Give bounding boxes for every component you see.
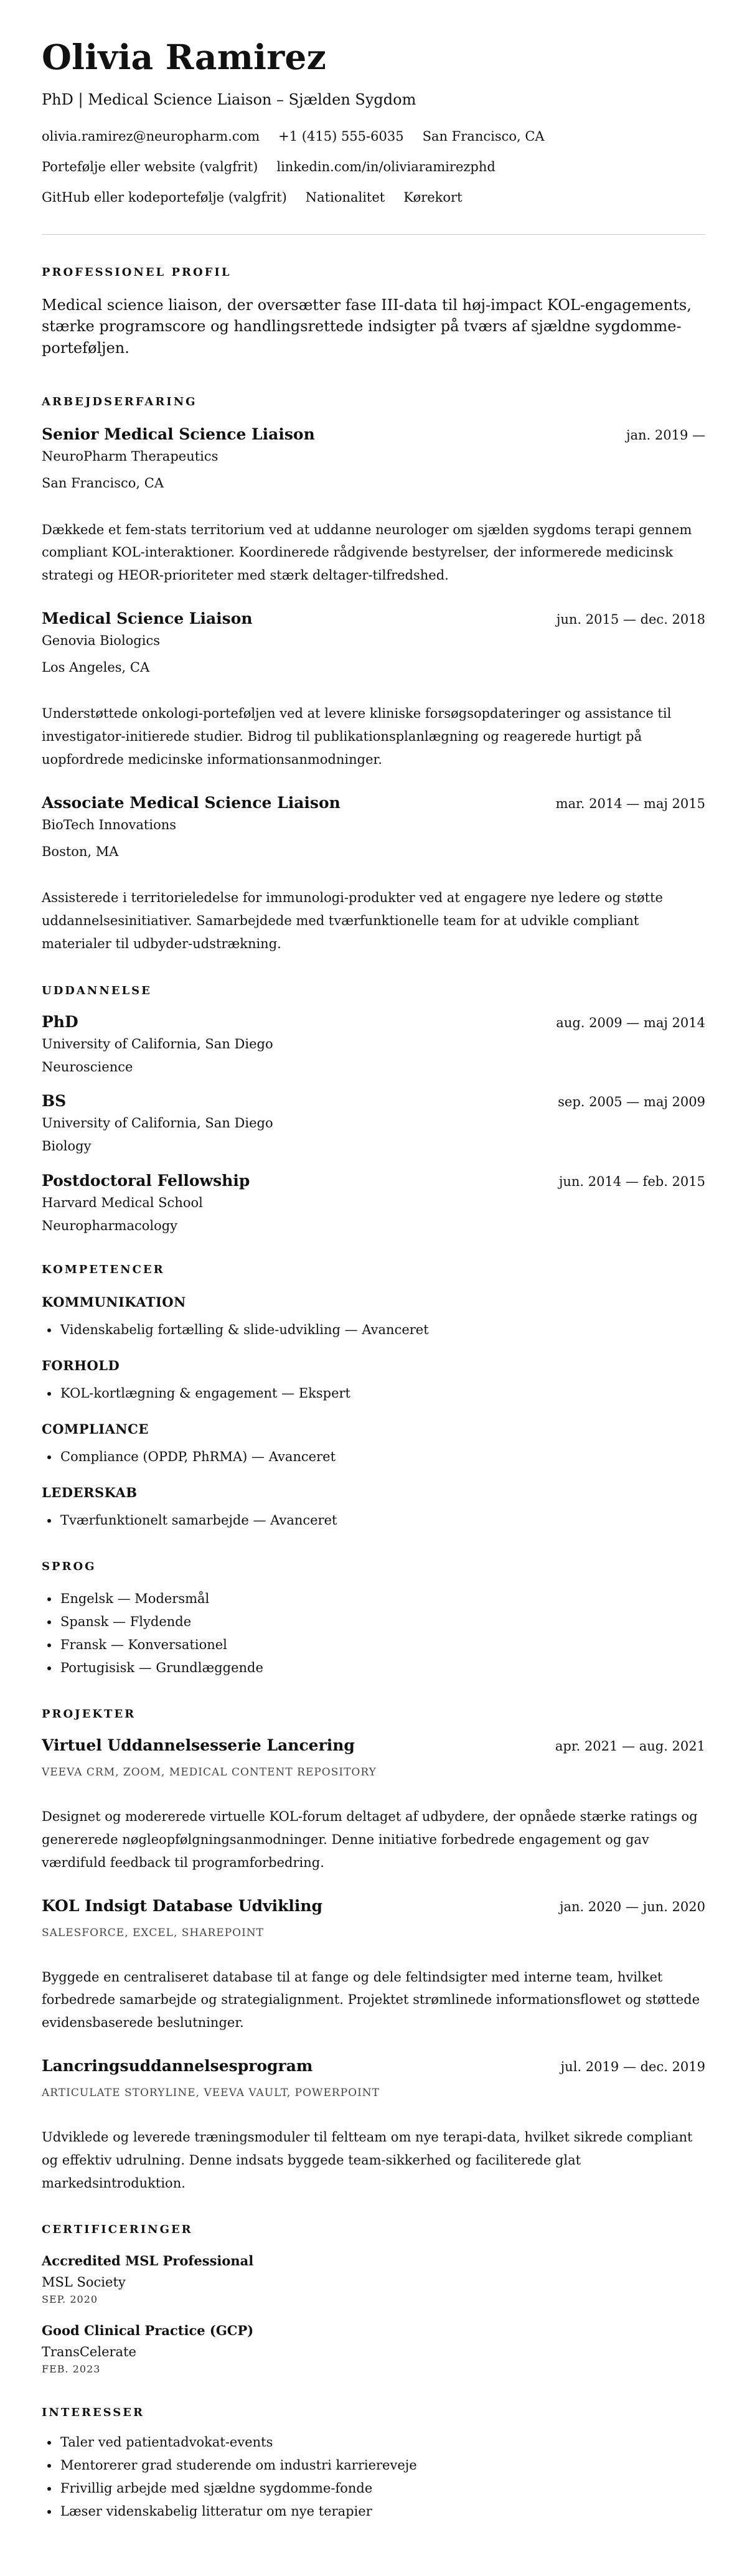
interest-list xyxy=(42,2431,705,2522)
language-item: • Engelsk — Modersmål xyxy=(59,1587,705,1610)
skills-section xyxy=(42,1264,705,1531)
certification-entry xyxy=(42,2253,705,2305)
profile-section xyxy=(42,267,705,359)
interest-item: • Taler ved patientadvokat-events xyxy=(59,2431,705,2454)
skill-list xyxy=(42,1319,705,1342)
education-school: Harvard Medical School xyxy=(42,1195,203,1210)
project-tech: SALESFORCE, EXCEL, SHAREPOINT xyxy=(42,1926,265,1939)
project-description: Byggede en centraliseret database til at fange og dele feltindsigter med interne team, hvilket forbedrede samarbejde og strategialignment. Projektet strømlinede informationsflowet og støttede evidensbaserede beslutninger. xyxy=(42,1969,700,2031)
contact-email[interactable]: olivia.ramirez@neuropharm.com xyxy=(42,128,260,144)
job-location: San Francisco, CA xyxy=(42,476,164,491)
contact-row-extra xyxy=(42,189,705,206)
education-section xyxy=(42,985,705,1235)
projects-section-title: PROJEKTER xyxy=(42,1708,136,1721)
project-date: apr. 2021 — aug. 2021 xyxy=(555,1739,705,1754)
skills-section-title: KOMPETENCER xyxy=(42,1263,165,1277)
project-date: jul. 2019 — dec. 2019 xyxy=(560,2059,705,2074)
skill-item: • Compliance (OPDP, PhRMA) — Avanceret xyxy=(59,1445,705,1469)
skill-category-title: LEDERSKAB xyxy=(42,1484,138,1500)
contact-github[interactable]: GitHub eller kodeportefølje (valgfrit) xyxy=(42,190,287,205)
job-location: Los Angeles, CA xyxy=(42,660,150,675)
project-title: Lancringsuddannelsesprogram xyxy=(42,2056,313,2075)
education-field: Neuroscience xyxy=(42,1059,133,1074)
job-company: NeuroPharm Therapeutics xyxy=(42,448,218,464)
skill-list xyxy=(42,1445,705,1469)
contact-location: San Francisco, CA xyxy=(422,128,545,144)
education-degree: Postdoctoral Fellowship xyxy=(42,1171,250,1190)
contact-license: Kørekort xyxy=(403,190,463,205)
job-date: mar. 2014 — maj 2015 xyxy=(555,796,705,811)
skill-item: • Videnskabelig fortælling & slide-udvikling — Avanceret xyxy=(59,1319,705,1342)
certification-date: SEP. 2020 xyxy=(42,2293,98,2306)
job-title: Associate Medical Science Liaison xyxy=(42,793,341,812)
interests-section xyxy=(42,2407,705,2522)
education-date: aug. 2009 — maj 2014 xyxy=(556,1015,705,1030)
skill-item: • Tværfunktionelt samarbejde — Avanceret xyxy=(59,1509,705,1532)
candidate-name: Olivia Ramirez xyxy=(42,37,327,77)
project-description: Udviklede og leverede træningsmoduler til feltteam om nye terapi-data, hvilket sikrede compliant og effektiv udrulning. Denne indsats byggede team-sikkerhed og faciliterede glat markedsintroduktion. xyxy=(42,2130,693,2191)
language-item: • Spansk — Flydende xyxy=(59,1610,705,1634)
job-description: Understøttede onkologi-porteføljen ved at levere kliniske forsøgsopdateringer og assistance til investigator-initierede studier. Bidrog til publikationsplanlægning og reagerede hurtigt på uopfordrede medicinske informationsanmodninger. xyxy=(42,706,672,767)
contact-row-links xyxy=(42,159,705,176)
education-date: sep. 2005 — maj 2009 xyxy=(558,1094,705,1110)
skill-item: • KOL-kortlægning & engagement — Ekspert xyxy=(59,1382,705,1405)
certifications-section-title: CERTIFICERINGER xyxy=(42,2223,193,2237)
job-company: Genovia Biologics xyxy=(42,632,160,648)
language-item: • Portugisisk — Grundlæggende xyxy=(59,1657,705,1680)
project-tech: VEEVA CRM, ZOOM, MEDICAL CONTENT REPOSITORY xyxy=(42,1766,377,1779)
project-tech: ARTICULATE STORYLINE, VEEVA VAULT, POWERPOINT xyxy=(42,2086,380,2099)
job-description: Dækkede et fem-stats territorium ved at uddanne neurologer om sjælden sygdoms terapi gennem compliant KOL-interaktioner. Koordinerede rådgivende bestyrelser, der informerede medicinsk strategi og HEOR-prioriteter med stærk deltager-tilfredshed. xyxy=(42,522,692,583)
resume-header xyxy=(42,39,705,207)
certification-name: Accredited MSL Professional xyxy=(42,2253,254,2269)
projects-section xyxy=(42,1709,705,2194)
project-entry xyxy=(42,2057,705,2194)
job-date: jun. 2015 — dec. 2018 xyxy=(556,611,705,627)
certifications-section xyxy=(42,2224,705,2375)
project-date: jan. 2020 — jun. 2020 xyxy=(559,1899,705,1914)
education-degree: PhD xyxy=(42,1012,78,1031)
interests-section-title: INTERESSER xyxy=(42,2406,144,2420)
experience-section-title: ARBEJDSERFARING xyxy=(42,395,197,408)
education-entry xyxy=(42,1092,705,1155)
skill-category-title: COMPLIANCE xyxy=(42,1421,149,1437)
skill-list xyxy=(42,1509,705,1532)
experience-section xyxy=(42,397,705,956)
job-location: Boston, MA xyxy=(42,844,119,859)
education-field: Neuropharmacology xyxy=(42,1218,178,1233)
job-title: Senior Medical Science Liaison xyxy=(42,425,315,443)
certification-issuer: MSL Society xyxy=(42,2275,126,2290)
profile-summary: Medical science liaison, der oversætter fase III-data til høj-impact KOL-engagements, stærke programscore og handlingsrettede indsigter på tværs af sjældne sygdomme-porteføljen. xyxy=(42,296,692,357)
project-description: Designet og modererede virtuelle KOL-forum deltaget af udbydere, der opnåede stærke ratings og genererede nøgleopfølgningsanmodninger. Denne initiative forbedrede engagement og gav værdifuld feedback til programforbedring. xyxy=(42,1809,698,1870)
candidate-headline: PhD | Medical Science Liaison – Sjælden Sygdom xyxy=(42,90,416,108)
interest-item: • Læser videnskabelig litteratur om nye terapier xyxy=(59,2500,705,2523)
contact-portfolio[interactable]: Portefølje eller website (valgfrit) xyxy=(42,159,258,174)
contact-phone[interactable]: +1 (415) 555-6035 xyxy=(278,128,404,144)
contact-linkedin[interactable]: linkedin.com/in/oliviaramirezphd xyxy=(276,159,496,174)
interest-item: • Mentorerer grad studerende om industri karriereveje xyxy=(59,2454,705,2477)
header-divider xyxy=(42,234,705,235)
interest-item: • Frivillig arbejde med sjældne sygdomme-fonde xyxy=(59,2477,705,2500)
education-degree: BS xyxy=(42,1092,67,1111)
education-school: University of California, San Diego xyxy=(42,1036,273,1051)
education-section-title: UDDANNELSE xyxy=(42,984,152,997)
contact-row-primary xyxy=(42,128,705,145)
certification-date: FEB. 2023 xyxy=(42,2363,101,2376)
language-list xyxy=(42,1587,705,1679)
languages-section-title: SPROG xyxy=(42,1560,96,1574)
education-date: jun. 2014 — feb. 2015 xyxy=(558,1173,705,1189)
profile-section-title: PROFESSIONEL PROFIL xyxy=(42,265,232,279)
skill-category-title: KOMMUNIKATION xyxy=(42,1294,186,1310)
certification-issuer: TransCelerate xyxy=(42,2344,136,2360)
education-field: Biology xyxy=(42,1139,92,1154)
project-title: KOL Indsigt Database Udvikling xyxy=(42,1896,323,1915)
job-title: Medical Science Liaison xyxy=(42,609,253,628)
job-entry xyxy=(42,425,705,587)
job-company: BioTech Innovations xyxy=(42,817,177,832)
contact-nationality: Nationalitet xyxy=(305,190,385,205)
certification-name: Good Clinical Practice (GCP) xyxy=(42,2323,254,2339)
job-date: jan. 2019 — xyxy=(626,427,705,443)
skill-list xyxy=(42,1382,705,1405)
language-item: • Fransk — Konversationel xyxy=(59,1634,705,1657)
job-entry xyxy=(42,609,705,771)
education-entry xyxy=(42,1013,705,1076)
skill-category-title: FORHOLD xyxy=(42,1358,120,1374)
job-description: Assisterede i territorieledelse for immunologi-produkter ved at engagere nye ledere og støtte uddannelsesinitiativer. Samarbejdede med tværfunktionelle team for at udvikle compliant materialer til udbyder-udstrækning. xyxy=(42,890,663,951)
education-entry xyxy=(42,1172,705,1235)
project-entry xyxy=(42,1897,705,2034)
certification-entry xyxy=(42,2323,705,2375)
education-school: University of California, San Diego xyxy=(42,1116,273,1131)
project-title: Virtuel Uddannelsesserie Lancering xyxy=(42,1736,355,1755)
job-entry xyxy=(42,794,705,956)
project-entry xyxy=(42,1736,705,1874)
languages-section xyxy=(42,1561,705,1679)
